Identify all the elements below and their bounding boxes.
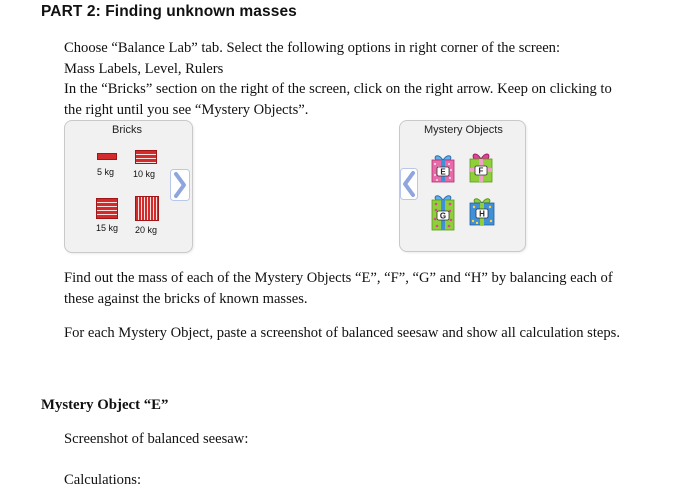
mystery-object-f-label: F bbox=[478, 166, 484, 176]
instruction-paragraph: For each Mystery Object, paste a screenshot of balanced seesaw and show all calculation steps. bbox=[64, 325, 620, 341]
intro-line-3: In the “Bricks” section on the right of the screen, click on the right arrow. Keep on clicking to bbox=[64, 81, 612, 97]
previous-arrow-icon[interactable] bbox=[400, 168, 418, 200]
mystery-objects-panel bbox=[399, 120, 526, 252]
find-line-1: Find out the mass of each of the Mystery Objects “E”, “F”, “G” and “H” by balancing each of bbox=[64, 270, 613, 286]
mystery-object-e-icon[interactable] bbox=[430, 153, 456, 183]
mystery-object-h-icon[interactable] bbox=[468, 196, 496, 226]
brick-5kg-label: 5 kg bbox=[97, 167, 115, 177]
brick-15kg[interactable] bbox=[96, 198, 118, 219]
intro-line-4: the right until you see “Mystery Objects”. bbox=[64, 101, 309, 118]
next-arrow-icon[interactable] bbox=[170, 169, 190, 201]
brick-10kg-label: 10 kg bbox=[133, 169, 156, 179]
mystery-object-e-heading: Mystery Object “E” bbox=[41, 397, 169, 413]
mystery-object-g-icon[interactable] bbox=[430, 193, 456, 231]
mystery-object-e-label: E bbox=[440, 167, 446, 177]
mystery-object-h-label: H bbox=[479, 209, 485, 219]
bricks-panel-title: Bricks bbox=[112, 124, 142, 136]
brick-5kg[interactable] bbox=[97, 153, 117, 160]
intro-line-1: Choose “Balance Lab” tab. Select the following options in right corner of the screen: bbox=[64, 40, 561, 56]
brick-20kg[interactable] bbox=[135, 196, 159, 221]
mystery-object-f-icon[interactable] bbox=[468, 151, 494, 183]
intro-line-2: Mass Labels, Level, Rulers bbox=[64, 60, 224, 77]
find-paragraph bbox=[64, 268, 674, 309]
calculations-label: Calculations: bbox=[64, 472, 142, 488]
mystery-object-g-label: G bbox=[439, 211, 447, 221]
screenshot-label: Screenshot of balanced seesaw: bbox=[64, 431, 249, 447]
brick-10kg[interactable] bbox=[135, 150, 157, 164]
find-line-2: these against the bricks of known masses. bbox=[64, 290, 308, 307]
mystery-objects-panel-title: Mystery Objects bbox=[424, 124, 503, 136]
brick-15kg-label: 15 kg bbox=[96, 223, 119, 233]
part-heading: PART 2: Finding unknown masses bbox=[41, 3, 297, 20]
brick-20kg-label: 20 kg bbox=[135, 225, 158, 235]
intro-paragraph bbox=[64, 38, 674, 120]
